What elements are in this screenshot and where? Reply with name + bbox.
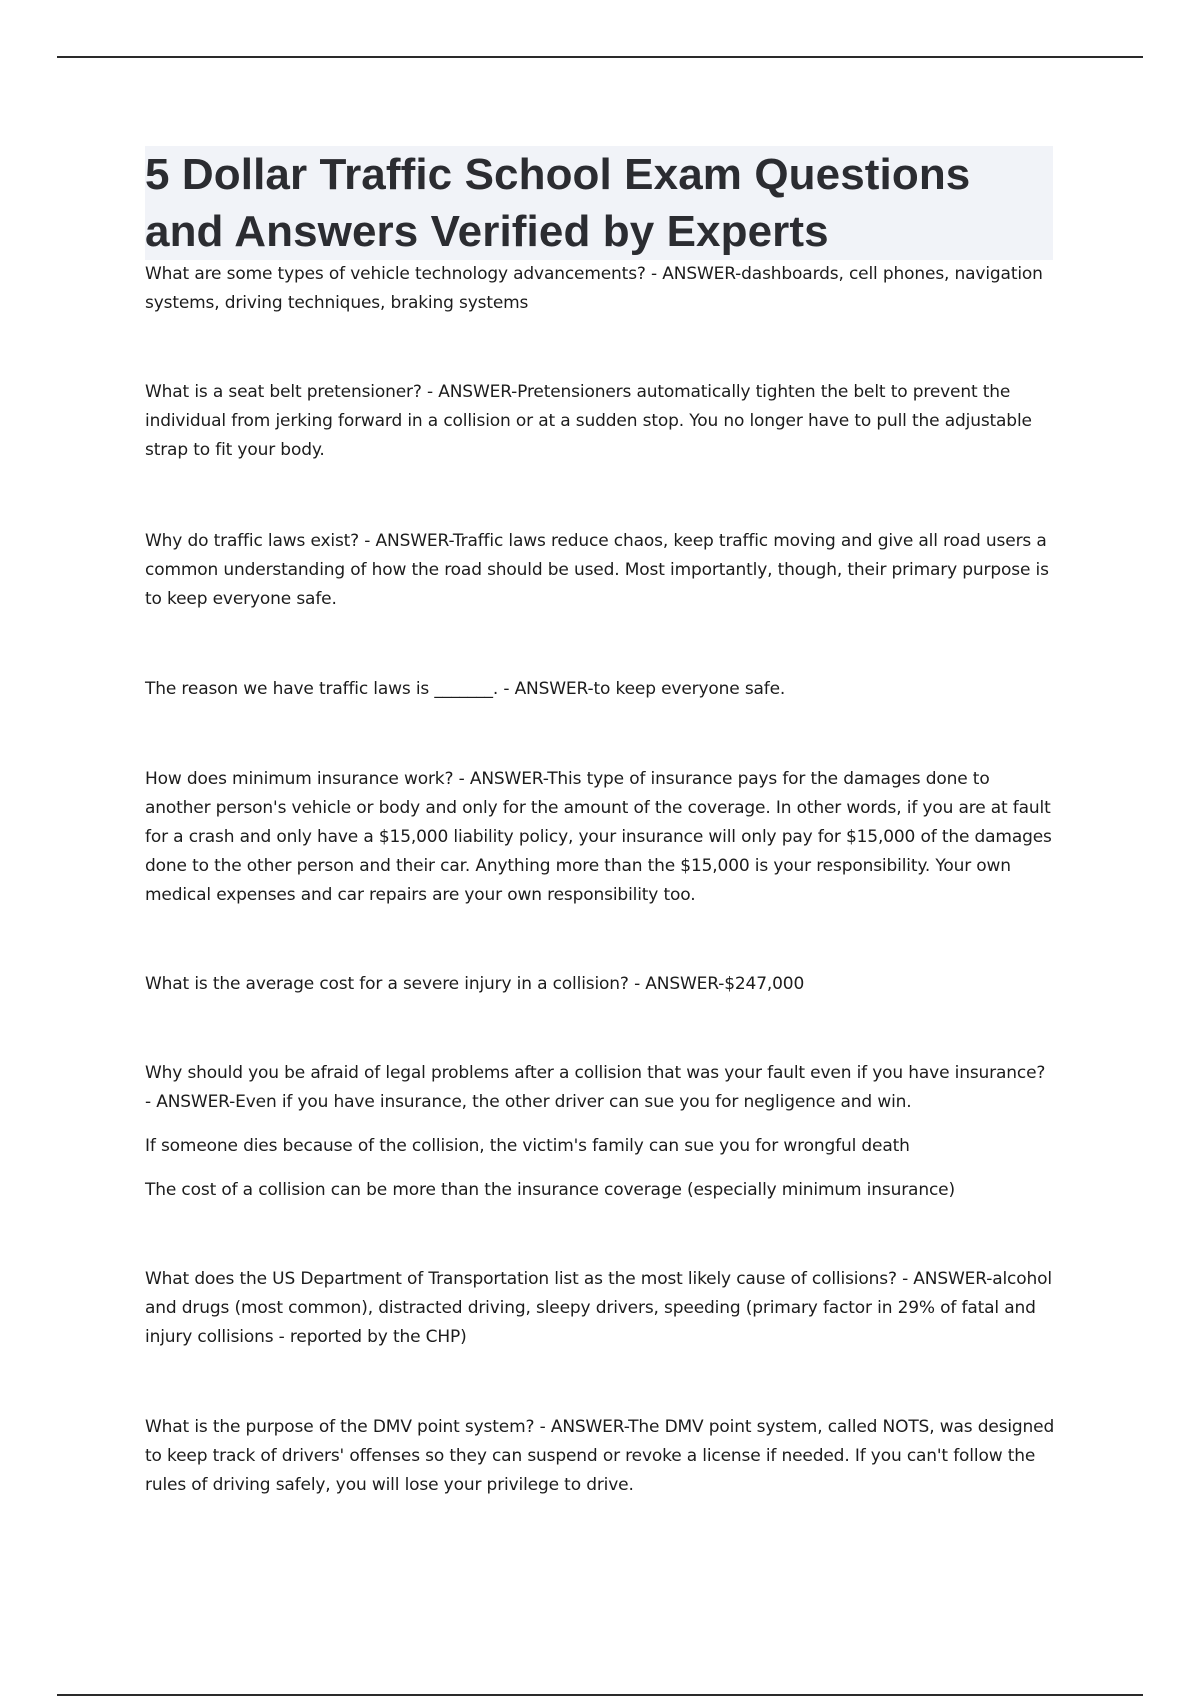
qa-item bbox=[145, 1265, 1055, 1352]
qa-text: The reason we have traffic laws is _______. - ANSWER-to keep everyone safe. bbox=[145, 679, 786, 699]
qa-text: Why do traffic laws exist? - ANSWER-Traffic laws reduce chaos, keep traffic moving and give all road users a common understanding of how the road should be used. Most importantly, though, their primary purpose is to keep everyone safe. bbox=[145, 531, 1049, 609]
qa-text: Why should you be afraid of legal problems after a collision that was your fault even if you have insurance? - ANSWER-Even if you have insurance, the other driver can sue you for negligence and win. bbox=[145, 1063, 1046, 1112]
qa-text-continued: The cost of a collision can be more than the insurance coverage (especially minimum insurance) bbox=[145, 1180, 955, 1200]
qa-text: How does minimum insurance work? - ANSWER-This type of insurance pays for the damages done to another person's vehicle or body and only for the amount of the coverage. In other words, if you are at fault for a crash and only have a $15,000 liability policy, your insurance will only pay for $15,000 of the damages done to the other person and their car. Anything more than the $15,000 is your responsibility. Your own medical expenses and car repairs are your own responsibility too. bbox=[145, 769, 1052, 905]
qa-item bbox=[145, 378, 1055, 465]
footer-rule bbox=[57, 1694, 1143, 1696]
qa-item bbox=[145, 1413, 1055, 1500]
qa-text: What are some types of vehicle technology advancements? - ANSWER-dashboards, cell phones, navigation systems, driving techniques, braking systems bbox=[145, 264, 1043, 313]
qa-text: What does the US Department of Transportation list as the most likely cause of collisions? - ANSWER-alcohol and drugs (most common), distracted driving, sleepy drivers, speeding (primary factor in 29% of fatal and injury collisions - reported by the CHP) bbox=[145, 1269, 1052, 1347]
title-block bbox=[145, 146, 1053, 260]
qa-item bbox=[145, 1059, 1055, 1205]
header-rule bbox=[57, 56, 1143, 58]
qa-text: What is the average cost for a severe injury in a collision? - ANSWER-$247,000 bbox=[145, 974, 805, 994]
document-title: 5 Dollar Traffic School Exam Questions and Answers Verified by Experts bbox=[145, 150, 971, 256]
qa-text-continued: If someone dies because of the collision, the victim's family can sue you for wrongful death bbox=[145, 1136, 910, 1156]
qa-text: What is a seat belt pretensioner? - ANSWER-Pretensioners automatically tighten the belt to prevent the individual from jerking forward in a collision or at a sudden stop. You no longer have to pull the adjustable strap to fit your body. bbox=[145, 382, 1032, 460]
qa-item bbox=[145, 765, 1055, 910]
qa-item bbox=[145, 260, 1055, 318]
qa-item bbox=[145, 675, 1055, 704]
qa-item bbox=[145, 527, 1055, 614]
qa-item bbox=[145, 970, 1055, 999]
qa-text: What is the purpose of the DMV point system? - ANSWER-The DMV point system, called NOTS, was designed to keep track of drivers' offenses so they can suspend or revoke a license if needed. If you can't follow the rules of driving safely, you will lose your privilege to drive. bbox=[145, 1417, 1055, 1495]
document-body bbox=[145, 146, 1055, 1500]
